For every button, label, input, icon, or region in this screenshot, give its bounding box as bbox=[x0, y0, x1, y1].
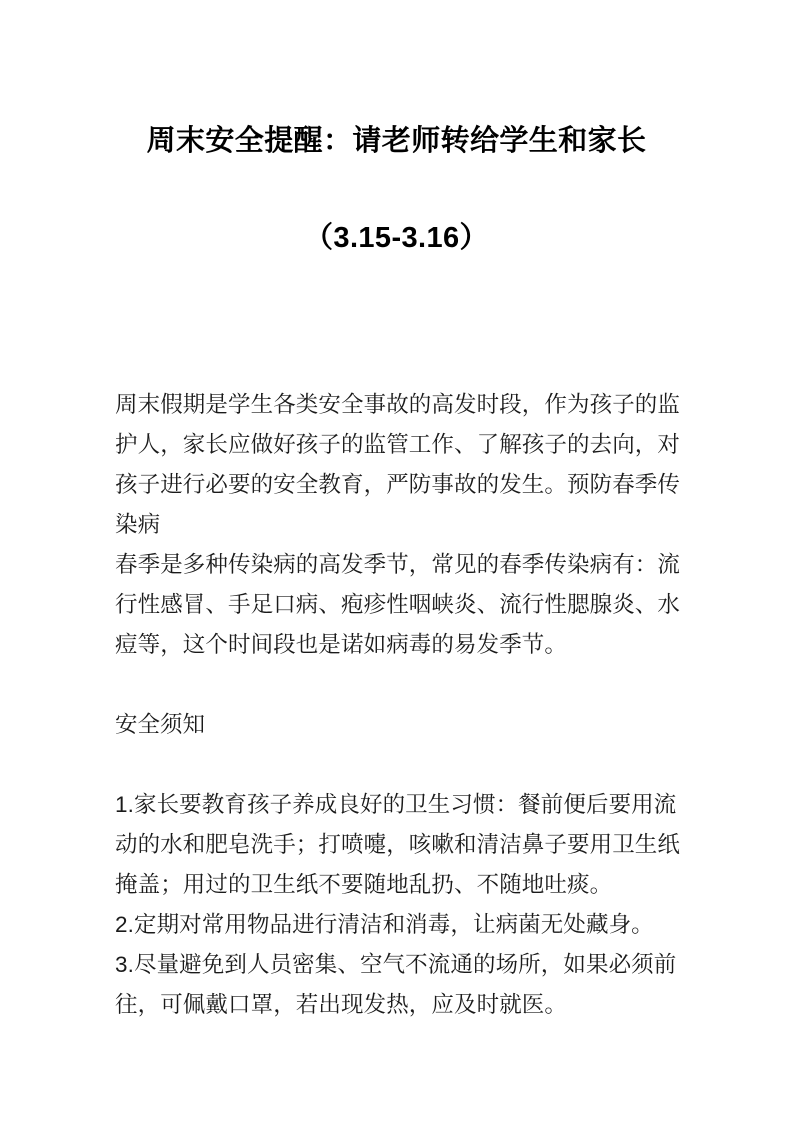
page-title: 周末安全提醒：请老师转给学生和家长 bbox=[146, 125, 647, 157]
list-item: 3.尽量避免到人员密集、空气不流通的场所，如果必须前往，可佩戴口罩，若出现发热，应及时就医。 bbox=[115, 952, 677, 1017]
section-heading-safety-notice: 安全须知 bbox=[115, 712, 206, 737]
intro-paragraph-2: 春季是多种传染病的高发季节，常见的春季传染病有：流行性感冒、手足口病、疱疹性咽峡炎、流行性腮腺炎、水痘等，这个时间段也是诺如病毒的易发季节。 bbox=[115, 552, 681, 657]
page-subtitle-date-range: （3.15-3.16） bbox=[304, 222, 489, 254]
document-body bbox=[115, 385, 685, 1025]
list-item: 2.定期对常用物品进行清洁和消毒，让病菌无处藏身。 bbox=[115, 912, 654, 937]
list-item: 1.家长要教育孩子养成良好的卫生习惯：餐前便后要用流动的水和肥皂洗手；打喷嚏，咳嗽和清洁鼻子要用卫生纸掩盖；用过的卫生纸不要随地乱扔、不随地吐痰。 bbox=[115, 792, 681, 897]
title-block bbox=[0, 118, 793, 261]
intro-paragraph-1: 周末假期是学生各类安全事故的高发时段，作为孩子的监护人，家长应做好孩子的监管工作、了解孩子的去向，对孩子进行必要的安全教育，严防事故的发生。预防春季传染病 bbox=[115, 392, 681, 537]
